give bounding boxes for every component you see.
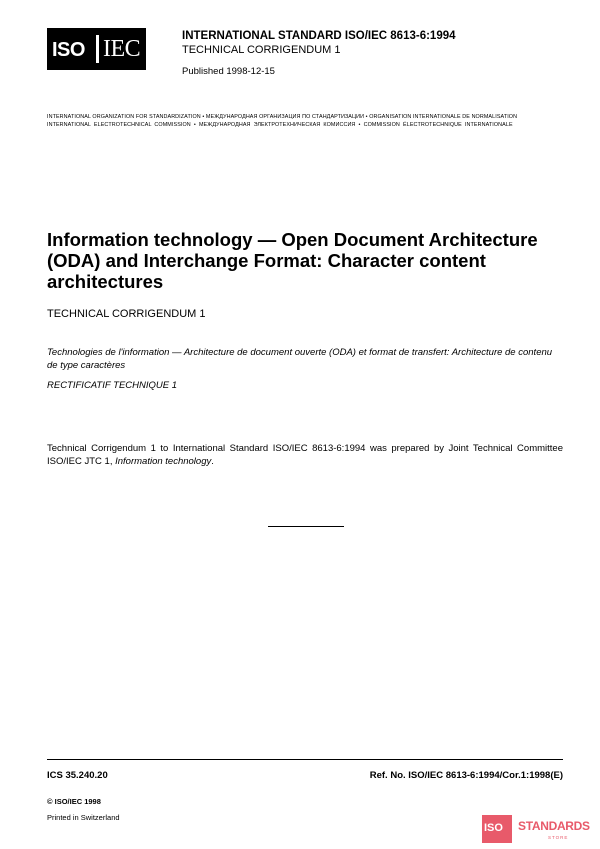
store-logo-store: STORE	[548, 835, 569, 840]
footer-rule	[47, 759, 563, 760]
iso-standards-store-logo	[482, 815, 594, 845]
divider-rule	[268, 526, 344, 527]
organization-line-iso: INTERNATIONAL ORGANIZATION FOR STANDARDIZATION • МЕЖДУНАРОДНАЯ ОРГАНИЗАЦИЯ ПО СТАНДАРТИЗАЦИИ • ORGANISATION INTERNATIONALE DE NORMALISATION	[47, 114, 518, 120]
reference-number: Ref. No. ISO/IEC 8613-6:1994/Cor.1:1998(E)	[369, 770, 563, 781]
logo-separator	[96, 35, 99, 63]
document-subtitle: TECHNICAL CORRIGENDUM 1	[47, 308, 206, 320]
logo-iec-text: IEC	[103, 36, 141, 62]
store-logo-iso: ISO	[484, 822, 503, 834]
corrigendum-label: TECHNICAL CORRIGENDUM 1	[182, 44, 341, 56]
organization-line-iec: INTERNATIONAL ELECTROTECHNICAL COMMISSION • МЕЖДУНАРОДНАЯ ЭЛЕКТРОТЕХНИЧЕСКАЯ КОМИССИЯ • COMMISSION ÉLECTROTECHNIQUE INTERNATIONALE	[47, 122, 513, 128]
logo-iso-text: ISO	[52, 39, 85, 61]
printed-in: Printed in Switzerland	[47, 813, 120, 822]
french-subtitle: RECTIFICATIF TECHNIQUE 1	[47, 380, 178, 391]
published-date: Published 1998-12-15	[182, 66, 275, 77]
copyright-notice: © ISO/IEC 1998	[47, 797, 101, 806]
body-text-end: .	[211, 456, 214, 467]
store-logo-standards: STANDARDS	[518, 819, 590, 833]
committee-name: Information technology	[115, 456, 212, 467]
document-title: Information technology — Open Document Architecture (ODA) and Interchange Format: Character content architectures	[47, 229, 538, 292]
french-title: Technologies de l'information — Architecture de document ouverte (ODA) et format de transfert: Architecture de contenu de type caractères	[47, 347, 553, 371]
body-paragraph	[47, 442, 563, 468]
iso-iec-logo	[47, 28, 146, 70]
standard-number: INTERNATIONAL STANDARD ISO/IEC 8613-6:1994	[182, 30, 456, 42]
ics-code: ICS 35.240.20	[47, 770, 108, 781]
body-text: Technical Corrigendum 1 to International Standard ISO/IEC 8613-6:1994 was prepared by Joint Technical Committee ISO/IEC JTC 1,	[47, 443, 563, 467]
